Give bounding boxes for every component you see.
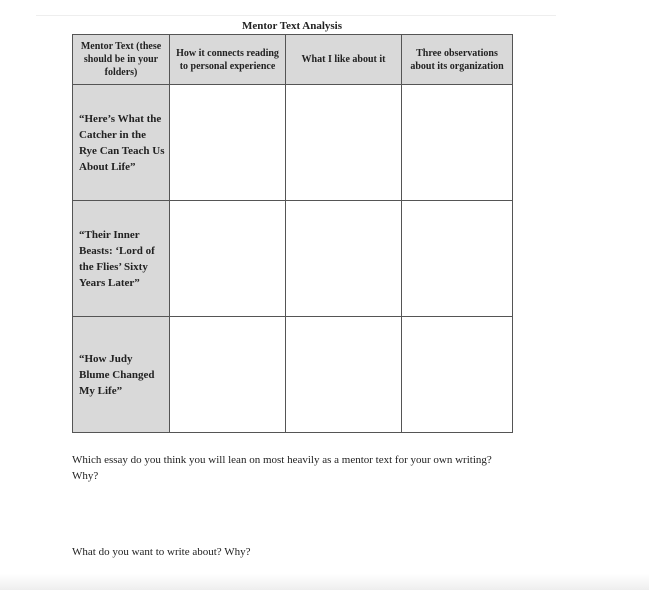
table-row [73,85,513,201]
observations-cell[interactable] [402,317,513,433]
likes-cell[interactable] [286,317,402,433]
connection-cell[interactable] [170,317,286,433]
essay-title: “Here’s What the Catcher in the Rye Can Teach Us About Life” [79,112,165,173]
page-bottom-shadow [0,574,649,590]
page-title: Mentor Text Analysis [241,20,343,32]
table-row [73,317,513,433]
header-connection: How it connects reading to personal experience [170,35,286,85]
likes-cell[interactable] [286,85,402,201]
header-mentor-text: Mentor Text (these should be in your folders) [73,35,170,85]
observations-cell[interactable] [402,85,513,201]
mentor-text-table [72,34,513,433]
question-mentor-essay: Which essay do you think you will lean on most heavily as a mentor text for your own writing? Why? [72,454,492,482]
essay-cell [73,201,170,317]
observations-cell[interactable] [402,201,513,317]
likes-cell[interactable] [286,201,402,317]
connection-cell[interactable] [170,85,286,201]
table-header-row [73,35,513,85]
table-row [73,201,513,317]
essay-title: “How Judy Blume Changed My Life” [79,352,155,397]
top-divider [36,15,556,16]
header-likes: What I like about it [286,35,402,85]
essay-cell [73,317,170,433]
header-observations: Three observations about its organization [402,35,513,85]
question-writing-topic: What do you want to write about? Why? [72,546,251,558]
essay-title: “Their Inner Beasts: ‘Lord of the Flies’ Sixty Years Later” [79,228,155,289]
essay-cell [73,85,170,201]
connection-cell[interactable] [170,201,286,317]
